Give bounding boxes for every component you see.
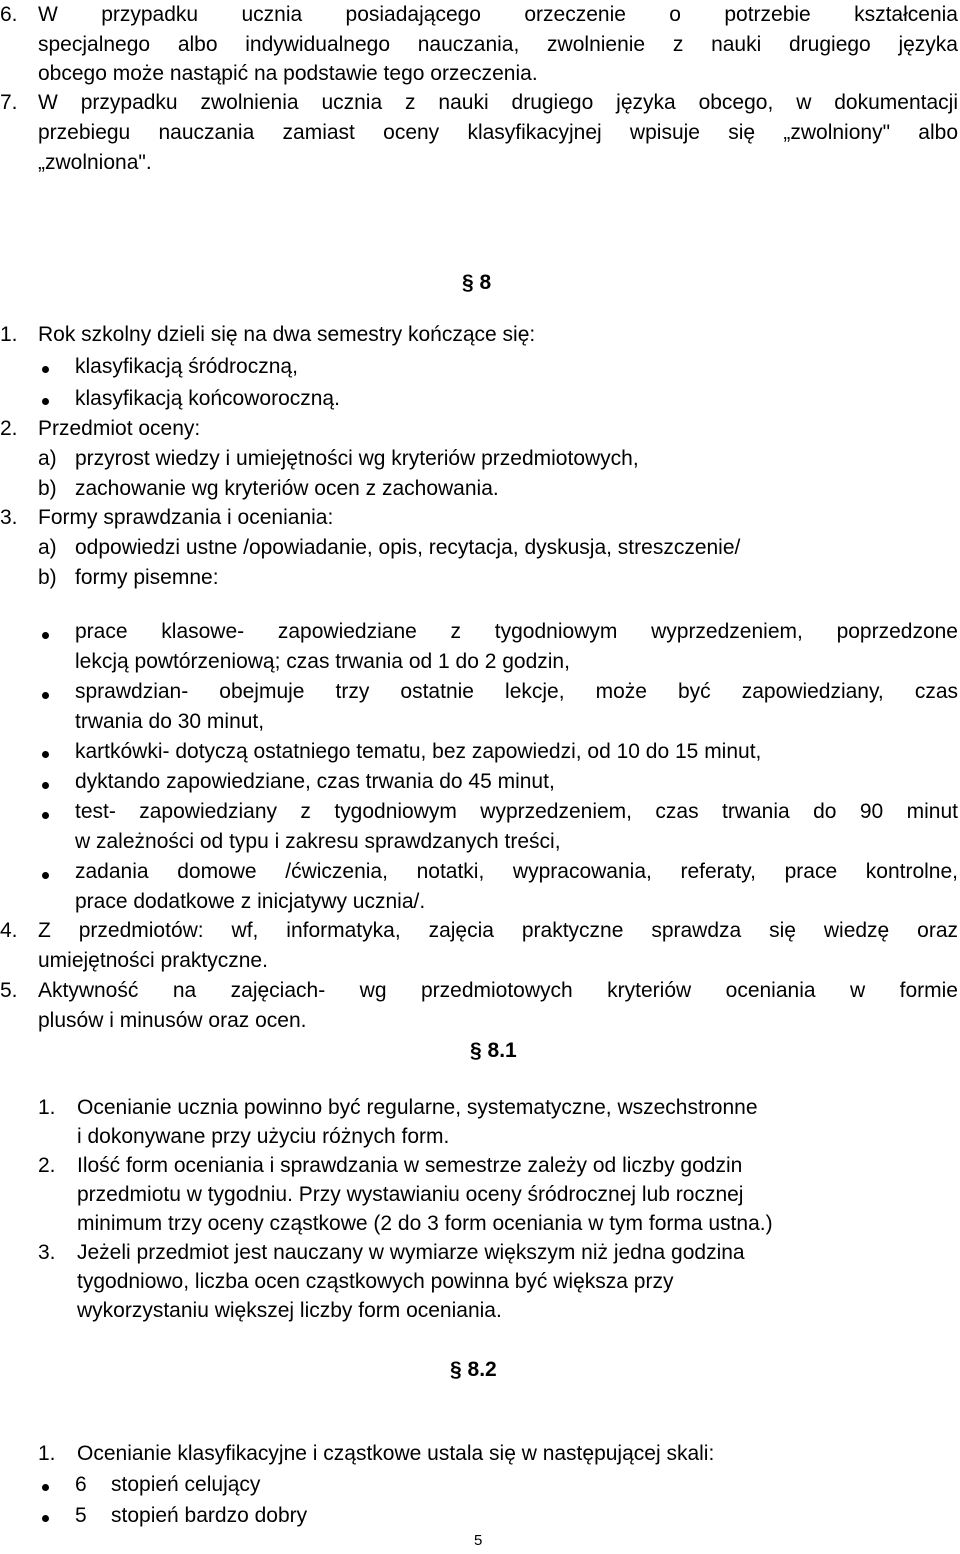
form-line: w zależności od typu i zakresu sprawdzanych treści,: [75, 830, 561, 853]
form-line: prace klasowe- zapowiedziane z tygodniowym wyprzedzeniem, poprzedzone: [75, 620, 958, 643]
text-line: przebiegu nauczania zamiast oceny klasyfikacyjnej wpisuje się „zwolniony" albo: [38, 121, 958, 144]
form-line: sprawdzian- obejmuje trzy ostatnie lekcje, może być zapowiedziany, czas: [75, 680, 958, 703]
bullet-icon: [42, 782, 49, 789]
sub-label: a): [38, 536, 57, 559]
item-text: plusów i minusów oraz ocen.: [38, 1009, 307, 1032]
item-text: Z przedmiotów: wf, informatyka, zajęcia praktyczne sprawdza się wiedzę oraz: [38, 919, 958, 942]
bullet-icon: [42, 366, 49, 373]
text-line: specjalnego albo indywidualnego nauczania, zwolnienie z nauki drugiego języka: [38, 33, 958, 56]
item-number: 2.: [38, 1154, 56, 1177]
item-text: minimum trzy oceny cząstkowe (2 do 3 form oceniania w tym forma ustna.): [77, 1212, 773, 1235]
bullet-icon: [42, 398, 49, 405]
grade-text: stopień celujący: [111, 1473, 261, 1496]
item-number: 5.: [0, 979, 18, 1002]
text-line: obcego może nastąpić na podstawie tego orzeczenia.: [38, 62, 538, 85]
form-line: kartkówki- dotyczą ostatniego tematu, bez zapowiedzi, od 10 do 15 minut,: [75, 740, 762, 763]
item-number: 3.: [0, 506, 18, 529]
sub-text: przyrost wiedzy i umiejętności wg kryteriów przedmiotowych,: [75, 447, 639, 470]
form-line: trwania do 30 minut,: [75, 710, 265, 733]
grade-text: stopień bardzo dobry: [111, 1504, 308, 1527]
text-line: „zwolniona".: [38, 151, 152, 174]
form-line: prace dodatkowe z inicjatywy ucznia/.: [75, 890, 426, 913]
item-text: wykorzystaniu większej liczby form oceniania.: [77, 1299, 502, 1322]
item-number: 7.: [0, 91, 18, 114]
sub-text: odpowiedzi ustne /opowiadanie, opis, recytacja, dyskusja, streszczenie/: [75, 536, 741, 559]
grade-number: 6: [75, 1473, 87, 1496]
item-text: przedmiotu w tygodniu. Przy wystawianiu oceny śródrocznej lub rocznej: [77, 1183, 744, 1206]
item-text: Aktywność na zajęciach- wg przedmiotowych kryteriów oceniania w formie: [38, 979, 958, 1002]
item-number: 1.: [38, 1442, 56, 1465]
bullet-icon: [42, 872, 49, 879]
sub-label: b): [38, 477, 57, 500]
item-number: 1.: [38, 1096, 56, 1119]
bullet-text: klasyfikacją końcoworoczną.: [75, 387, 340, 410]
text-line: W przypadku zwolnienia ucznia z nauki drugiego języka obcego, w dokumentacji: [38, 91, 958, 114]
item-text: Rok szkolny dzieli się na dwa semestry kończące się:: [38, 323, 536, 346]
bullet-icon: [42, 1484, 49, 1491]
item-text: Ilość form oceniania i sprawdzania w semestrze zależy od liczby godzin: [77, 1154, 743, 1177]
section-heading-8-2: § 8.2: [450, 1358, 497, 1381]
item-text: tygodniowo, liczba ocen cząstkowych powinna być większa przy: [77, 1270, 674, 1293]
sub-text: zachowanie wg kryteriów ocen z zachowania.: [75, 477, 499, 500]
form-line: test- zapowiedziany z tygodniowym wyprzedzeniem, czas trwania do 90 minut: [75, 800, 958, 823]
bullet-text: klasyfikacją śródroczną,: [75, 355, 298, 378]
bullet-icon: [42, 632, 49, 639]
item-text: Ocenianie klasyfikacyjne i cząstkowe ustala się w następującej skali:: [77, 1442, 715, 1465]
grade-number: 5: [75, 1504, 87, 1527]
item-text: Formy sprawdzania i oceniania:: [38, 506, 334, 529]
item-text: Ocenianie ucznia powinno być regularne, systematyczne, wszechstronne: [77, 1096, 758, 1119]
item-text: Jeżeli przedmiot jest nauczany w wymiarze większym niż jedna godzina: [77, 1241, 745, 1264]
item-text: i dokonywane przy użyciu różnych form.: [77, 1125, 450, 1148]
item-number: 1.: [0, 323, 18, 346]
form-line: dyktando zapowiedziane, czas trwania do 45 minut,: [75, 770, 555, 793]
item-number: 6.: [0, 3, 18, 26]
bullet-icon: [42, 692, 49, 699]
sub-label: a): [38, 447, 57, 470]
item-text: Przedmiot oceny:: [38, 417, 201, 440]
item-text: umiejętności praktyczne.: [38, 949, 268, 972]
bullet-icon: [42, 751, 49, 758]
section-heading-8-1: § 8.1: [470, 1039, 517, 1062]
form-line: lekcją powtórzeniową; czas trwania od 1 do 2 godzin,: [75, 650, 570, 673]
bullet-icon: [42, 1515, 49, 1522]
item-number: 3.: [38, 1241, 56, 1264]
section-heading-8: § 8: [462, 271, 492, 294]
item-number: 4.: [0, 919, 18, 942]
bullet-icon: [42, 812, 49, 819]
sub-text: formy pisemne:: [75, 566, 219, 589]
sub-label: b): [38, 566, 57, 589]
text-line: W przypadku ucznia posiadającego orzeczenie o potrzebie kształcenia: [38, 3, 958, 26]
form-line: zadania domowe /ćwiczenia, notatki, wypracowania, referaty, prace kontrolne,: [75, 860, 958, 883]
page-number: 5: [474, 1532, 483, 1549]
item-number: 2.: [0, 417, 18, 440]
